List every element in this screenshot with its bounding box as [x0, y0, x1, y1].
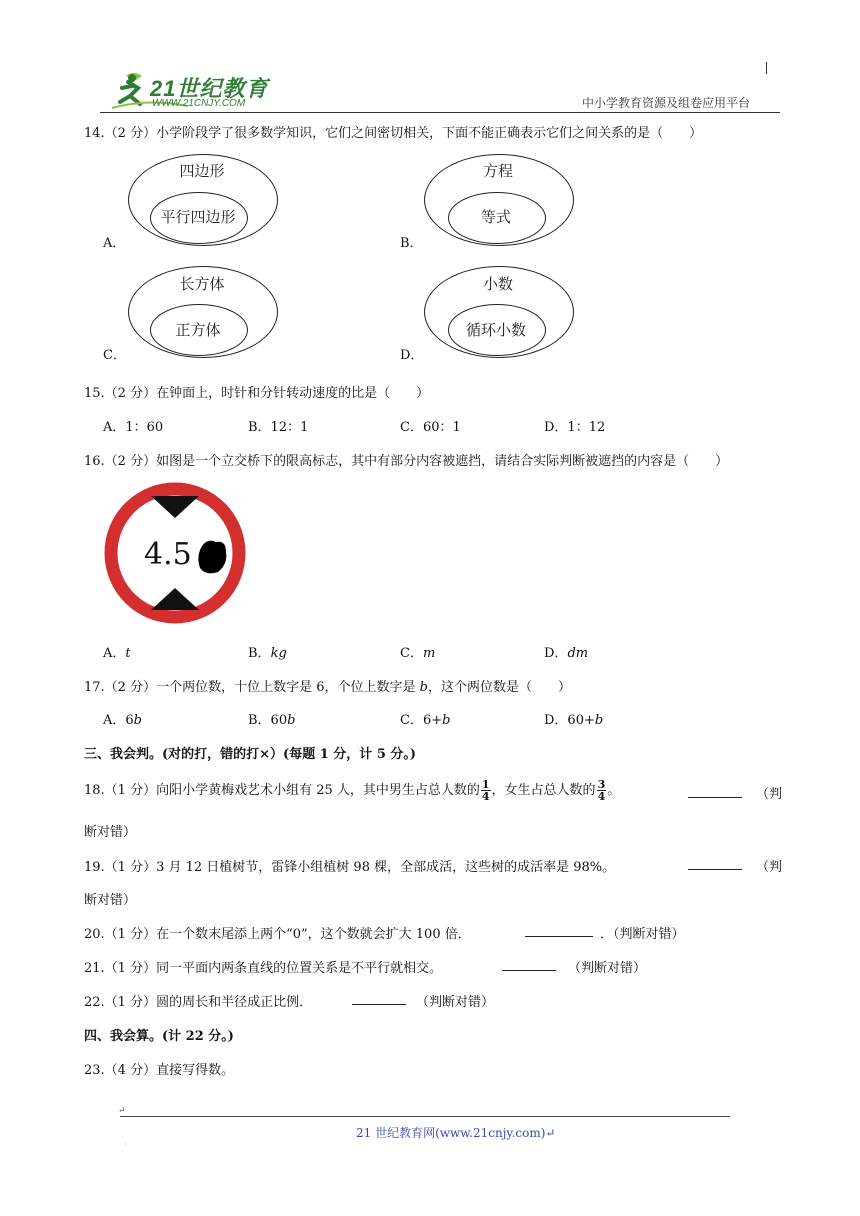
q14-d-inner-label: 循环小数	[465, 321, 526, 339]
q20-tail: ．（判断对错）	[600, 927, 685, 942]
q19-tail: （判	[756, 860, 783, 875]
q20-answer-blank[interactable]	[525, 924, 593, 937]
q15-option-d: D．1：12	[544, 420, 606, 435]
q19-answer-blank[interactable]	[688, 857, 742, 870]
q14-d-outer-label: 小数	[482, 275, 513, 293]
height-limit-sign	[104, 482, 246, 624]
q21-tail: （判断对错）	[568, 961, 647, 976]
platform-name: 中小学教育资源及组卷应用平台	[582, 96, 751, 110]
q17-option-d: D．60+b	[544, 713, 604, 728]
question-21: 21.（1 分）同一平面内两条直线的位置关系是不平行就相交。	[84, 961, 443, 976]
logo-text: 21世纪教育	[150, 76, 269, 101]
q14-b-inner-label: 等式	[480, 208, 511, 226]
q14-c-inner-label: 正方体	[175, 321, 221, 339]
q14-option-a-letter: A．	[103, 236, 126, 251]
q18-tail: （判	[756, 787, 783, 802]
q14-a-inner-label: 平行四边形	[160, 208, 236, 226]
footer-dot: ·	[124, 1140, 127, 1149]
q14-a-outer-label: 四边形	[179, 162, 225, 180]
footer-source: 21 世纪教育网(www.21cnjy.com)↵	[356, 1126, 556, 1140]
q14-option-c-letter: C．	[103, 348, 126, 363]
q22-tail: （判断对错）	[416, 995, 495, 1010]
q19-line2: 断对错）	[84, 893, 137, 908]
question-17: 17.（2 分）一个两位数，十位上数字是 6，个位上数字是 b，这个两位数是（ ）	[84, 680, 571, 695]
q21-answer-blank[interactable]	[502, 958, 556, 971]
q17-option-c: C．6+b	[400, 713, 451, 728]
section-3-heading: 三、我会判。(对的打，错的打×）(每题 1 分，计 5 分。)	[84, 747, 417, 762]
q14-c-outer-label: 长方体	[179, 275, 225, 293]
q14-option-b-letter: B．	[400, 236, 423, 251]
footer-return-mark: ↵	[118, 1106, 126, 1116]
header-divider	[100, 112, 780, 113]
q15-option-a: A．1：60	[103, 420, 164, 435]
footer-divider	[120, 1116, 730, 1117]
question-23: 23.（4 分）直接写得数。	[84, 1063, 235, 1078]
question-22: 22.（1 分）圆的周长和半径成正比例．	[84, 995, 313, 1010]
q18-line2: 断对错）	[84, 825, 137, 840]
fraction-three-quarters: $\frac{3}{4}$	[597, 778, 606, 803]
question-18: 18.（1 分）向阳小学黄梅戏艺术小组有 25 人，其中男生占总人数的 $\frac{1}{4}$ ，女生占总人数的 $\frac{3}{4}$ 。	[84, 778, 621, 803]
logo-url: WWW.21CNJY.COM	[152, 98, 246, 109]
q16-option-a: A．t	[103, 646, 131, 661]
header-tick	[766, 62, 767, 74]
q16-option-b: B．kg	[248, 646, 287, 661]
q15-option-c: C．60：1	[400, 420, 461, 435]
q16-option-d: D．dm	[544, 646, 589, 661]
q14-option-d-letter: D．	[400, 348, 424, 363]
q18-answer-blank[interactable]	[688, 785, 742, 798]
question-15: 15.（2 分）在钟面上，时针和分针转动速度的比是（ ）	[84, 386, 430, 401]
question-14: 14.（2 分）小学阶段学了很多数学知识，它们之间密切相关，下面不能正确表示它们之间关系的是（ ）	[84, 126, 703, 141]
fraction-one-quarter: $\frac{1}{4}$	[481, 778, 490, 803]
q17-option-b: B．60b	[248, 713, 296, 728]
question-16: 16.（2 分）如图是一个立交桥下的限高标志，其中有部分内容被遮挡，请结合实际判断被遮挡的内容是（ ）	[84, 454, 729, 469]
question-20: 20.（1 分）在一个数末尾添上两个“0”，这个数就会扩大 100 倍．	[84, 927, 471, 942]
q14-b-outer-label: 方程	[482, 162, 513, 180]
q15-option-b: B．12：1	[248, 420, 309, 435]
sign-value-text: 4.5	[144, 537, 192, 572]
q16-option-c: C．m	[400, 646, 436, 661]
question-19: 19.（1 分）3 月 12 日植树节，雷锋小组植树 98 棵，全部成活，这些树的成活率是 98%。	[84, 860, 616, 875]
section-4-heading: 四、我会算。(计 22 分。)	[84, 1029, 234, 1044]
q17-option-a: A．6b	[103, 713, 142, 728]
q22-answer-blank[interactable]	[352, 992, 406, 1005]
